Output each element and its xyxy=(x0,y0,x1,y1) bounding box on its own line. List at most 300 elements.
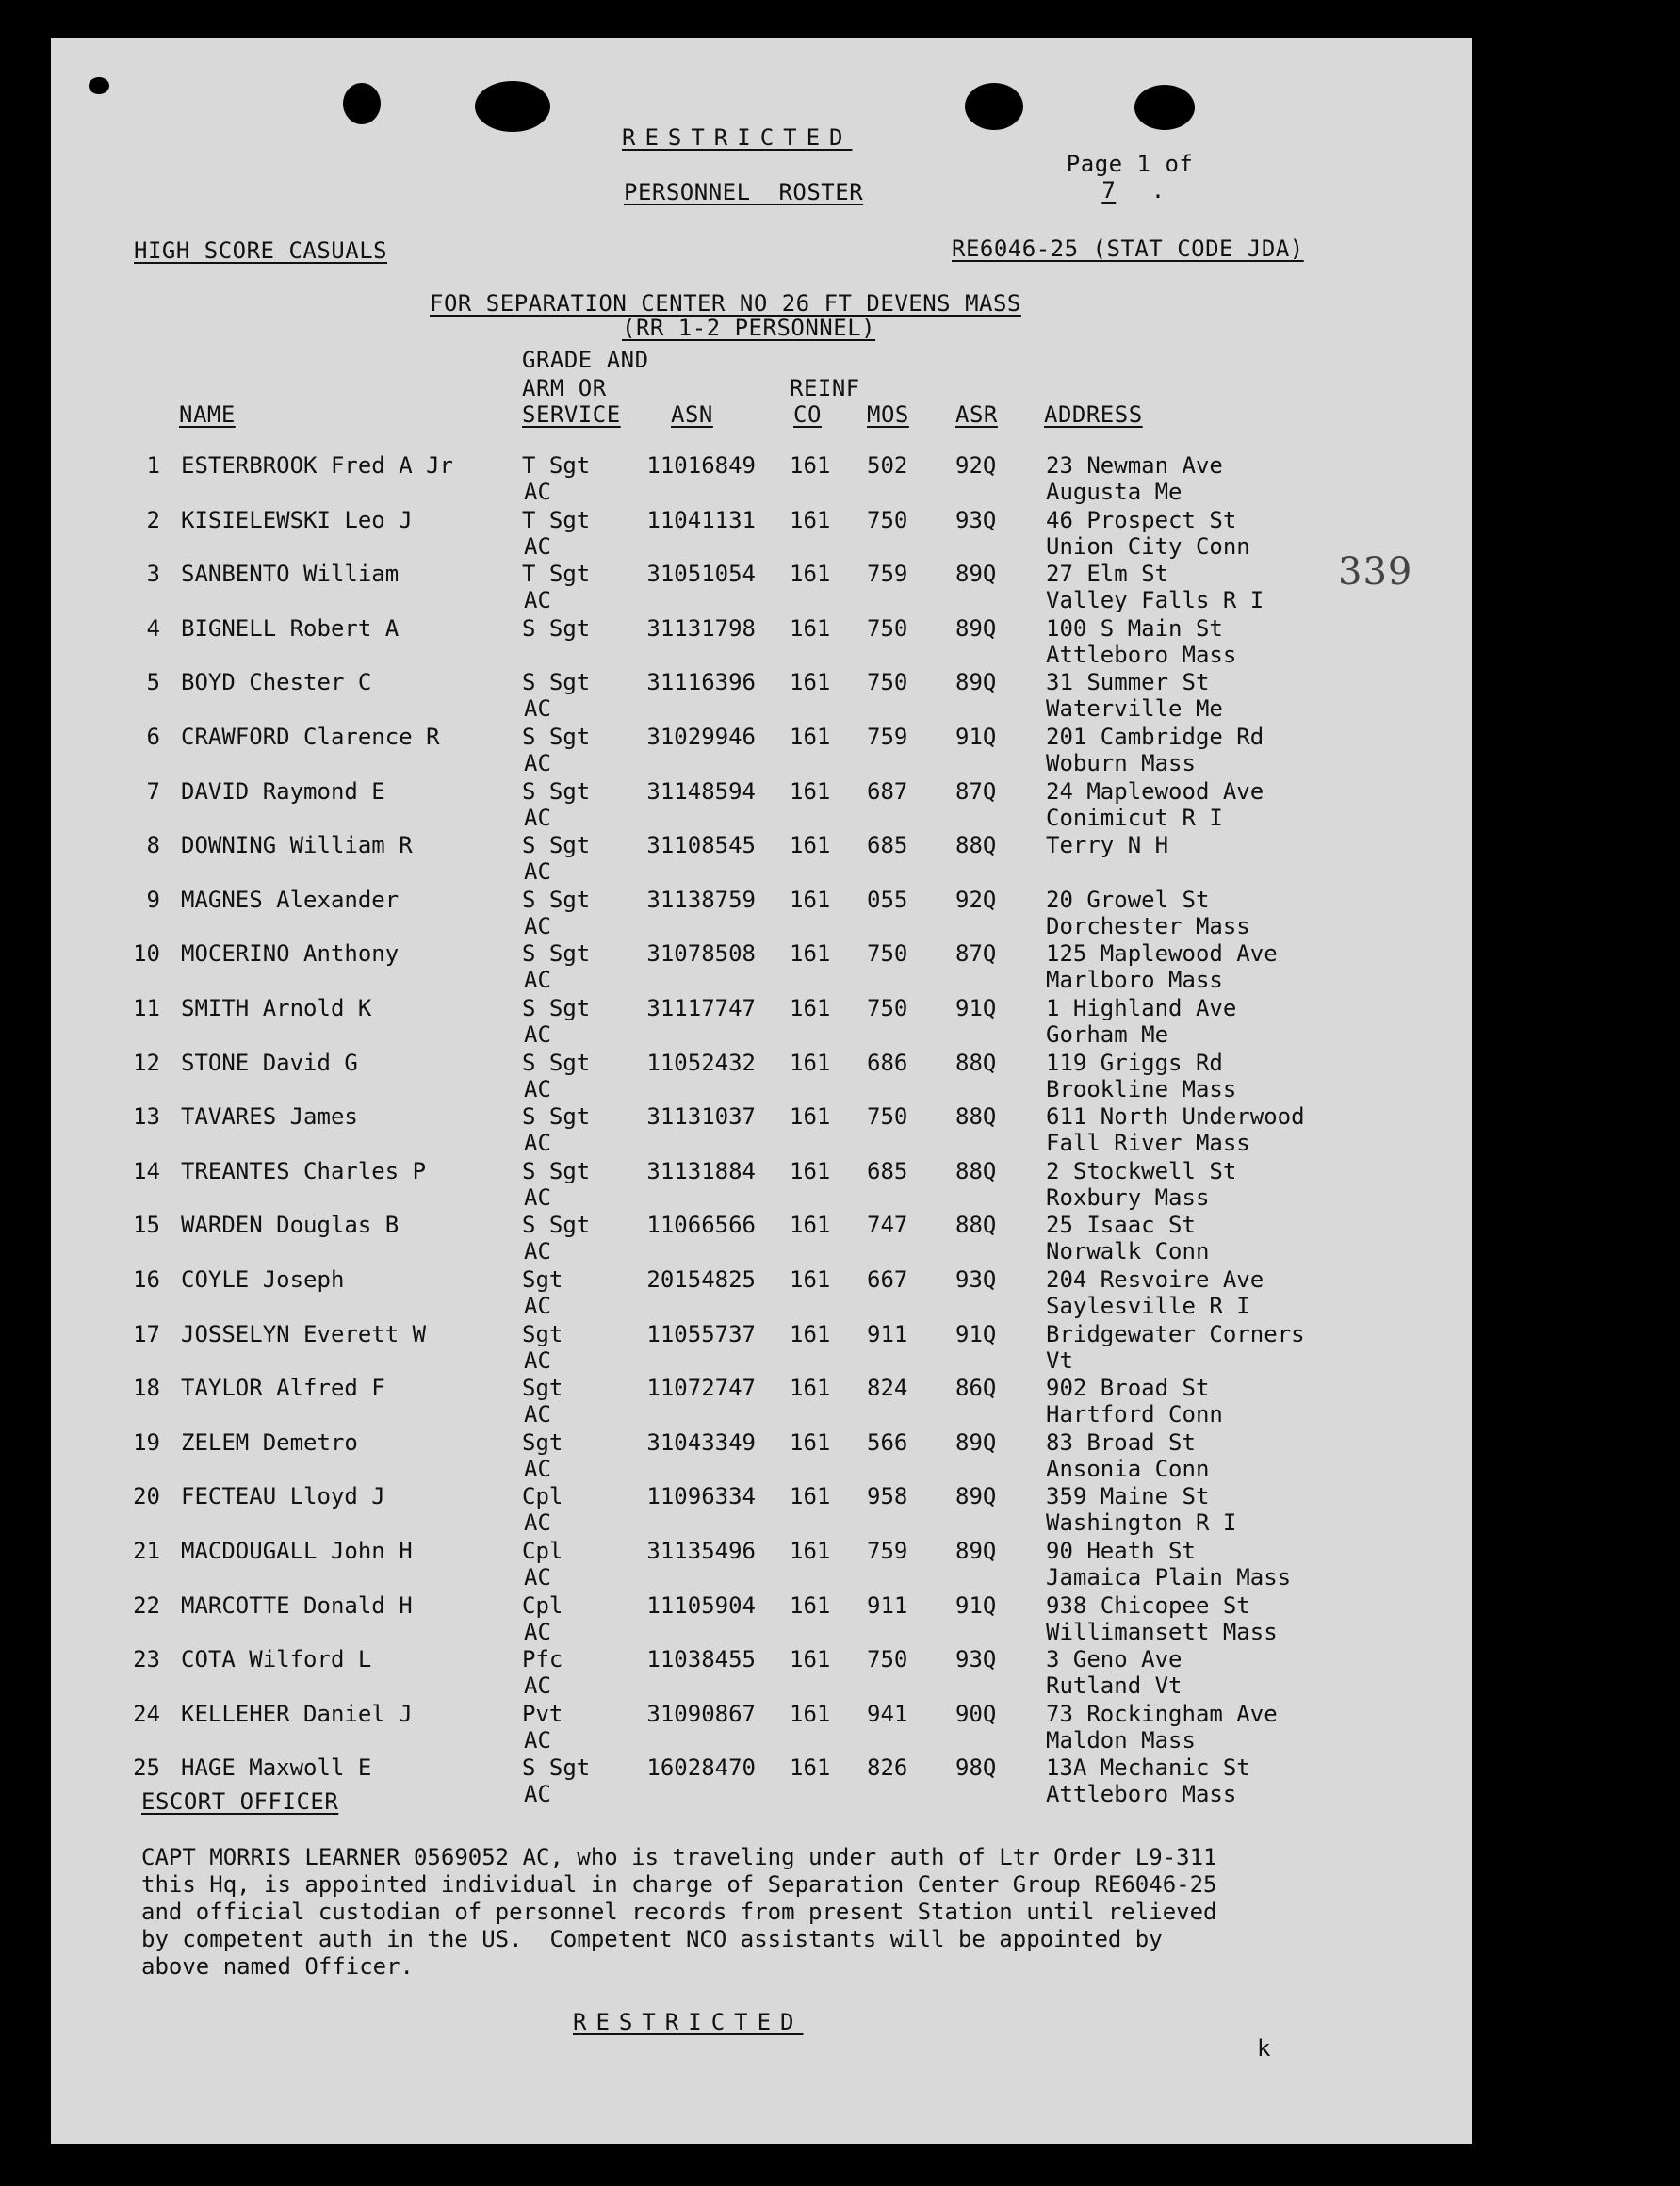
cell-grade: S Sgt xyxy=(522,832,591,859)
cell-name: HAGE Maxwoll E xyxy=(181,1754,372,1782)
restricted-header: RESTRICTED xyxy=(622,124,853,151)
cell-co: 161 xyxy=(790,995,831,1021)
cell-addr1: 46 Prospect St xyxy=(1046,506,1237,533)
cell-arm: AC xyxy=(524,1672,551,1700)
cell-addr2: Roxbury Mass xyxy=(1046,1183,1210,1211)
cell-asr: 88Q xyxy=(955,1212,997,1239)
cell-num: 1 xyxy=(146,452,160,479)
cell-num: 17 xyxy=(133,1320,160,1347)
cell-addr2: Brookline Mass xyxy=(1046,1075,1237,1102)
page-number xyxy=(1010,124,1193,230)
cell-addr2: Union City Conn xyxy=(1046,532,1250,560)
typist-initial: k xyxy=(1257,2035,1271,2062)
table-row xyxy=(51,1103,1472,1156)
cell-asn: 31131884 xyxy=(646,1157,756,1184)
cell-addr1: 204 Resvoire Ave xyxy=(1046,1266,1264,1293)
cell-name: DAVID Raymond E xyxy=(181,777,385,805)
table-row xyxy=(51,1592,1472,1645)
cell-asr: 91Q xyxy=(955,1320,997,1347)
cell-arm: AC xyxy=(524,1455,551,1482)
escort-paragraph: CAPT MORRIS LEARNER 0569052 AC, who is traveling under auth of Ltr Order L9-311 this Hq, is appointed individual in charge of Separation Center Group RE6046-25 and official custodian of personnel records from present Station until relieved by competent auth in the US. Competent NCO assistants will be appointed by above named Officer. xyxy=(141,1844,1217,1980)
cell-num: 15 xyxy=(133,1212,160,1239)
cell-asr: 88Q xyxy=(955,832,997,859)
cell-asn: 11066566 xyxy=(646,1212,756,1239)
cell-asr: 93Q xyxy=(955,1266,997,1293)
punch-hole xyxy=(89,77,109,94)
cell-asn: 11016849 xyxy=(646,452,756,479)
table-row xyxy=(51,507,1472,560)
cell-name: MACDOUGALL John H xyxy=(181,1538,413,1564)
cell-asn: 16028470 xyxy=(646,1754,756,1782)
cell-asn: 31148594 xyxy=(646,777,756,805)
cell-addr1: 24 Maplewood Ave xyxy=(1046,777,1264,805)
cell-num: 13 xyxy=(133,1103,160,1131)
cell-asr: 86Q xyxy=(955,1375,997,1402)
cell-arm: AC xyxy=(524,695,551,723)
cell-arm: AC xyxy=(524,1509,551,1537)
cell-grade: S Sgt xyxy=(522,1103,591,1131)
cell-co: 161 xyxy=(790,1049,831,1076)
cell-addr1: 27 Elm St xyxy=(1046,561,1169,588)
cell-asn: 31108545 xyxy=(646,832,756,859)
group-code: RE6046-25 (STAT CODE JDA) xyxy=(952,236,1304,262)
cell-grade: S Sgt xyxy=(522,886,591,913)
cell-name: ZELEM Demetro xyxy=(181,1428,358,1456)
cell-grade: S Sgt xyxy=(522,614,591,642)
cell-asn: 31090867 xyxy=(646,1700,756,1727)
cell-co: 161 xyxy=(790,1157,831,1184)
col-asr: ASR xyxy=(955,401,998,428)
cell-addr1: Terry N H xyxy=(1046,832,1169,859)
cell-co: 161 xyxy=(790,724,831,750)
cell-asn: 11105904 xyxy=(646,1591,756,1619)
table-row xyxy=(51,1646,1472,1699)
cell-addr2: Waterville Me xyxy=(1046,695,1223,723)
cell-addr2: Dorchester Mass xyxy=(1046,912,1250,939)
cell-arm: AC xyxy=(524,1401,551,1428)
col-reinf-l1: REINF xyxy=(790,375,860,401)
cell-num: 5 xyxy=(146,669,160,696)
cell-co: 161 xyxy=(790,561,831,588)
punch-hole xyxy=(343,83,381,124)
cell-asr: 89Q xyxy=(955,561,997,588)
cell-num: 9 xyxy=(146,886,160,913)
cell-arm: AC xyxy=(524,1564,551,1591)
page-end: . xyxy=(1150,177,1166,204)
personnel-sub: (RR 1-2 PERSONNEL) xyxy=(622,315,876,341)
table-row xyxy=(51,561,1472,613)
cell-grade: S Sgt xyxy=(522,995,591,1021)
cell-addr2: Maldon Mass xyxy=(1046,1726,1196,1754)
cell-addr1: 31 Summer St xyxy=(1046,669,1210,696)
punch-hole xyxy=(1134,85,1195,130)
cell-addr2: Attleboro Mass xyxy=(1046,641,1237,668)
cell-name: COYLE Joseph xyxy=(181,1266,345,1293)
cell-addr1: 25 Isaac St xyxy=(1046,1212,1196,1239)
cell-asn: 11052432 xyxy=(646,1049,756,1076)
cell-co: 161 xyxy=(790,669,831,696)
cell-mos: 826 xyxy=(867,1754,908,1782)
cell-addr2: Rutland Vt xyxy=(1046,1672,1183,1700)
col-name: NAME xyxy=(179,401,236,428)
cell-co: 161 xyxy=(790,506,831,533)
cell-mos: 750 xyxy=(867,1646,908,1673)
cell-addr2: Valley Falls R I xyxy=(1046,587,1264,614)
cell-grade: Sgt xyxy=(522,1320,563,1347)
cell-arm: AC xyxy=(524,1726,551,1754)
cell-grade: Sgt xyxy=(522,1266,563,1293)
cell-addr1: 83 Broad St xyxy=(1046,1428,1196,1456)
cell-asn: 31131798 xyxy=(646,614,756,642)
table-row xyxy=(51,1321,1472,1374)
col-reinf-l2: CO xyxy=(793,401,822,428)
cell-arm: AC xyxy=(524,967,551,994)
cell-arm: AC xyxy=(524,804,551,831)
cell-addr2: Norwalk Conn xyxy=(1046,1238,1210,1265)
cell-asr: 92Q xyxy=(955,452,997,479)
cell-asr: 89Q xyxy=(955,1538,997,1564)
cell-asn: 11055737 xyxy=(646,1320,756,1347)
destination: FOR SEPARATION CENTER NO 26 FT DEVENS MASS xyxy=(430,290,1021,317)
cell-num: 23 xyxy=(133,1646,160,1673)
cell-addr2: Saylesville R I xyxy=(1046,1293,1250,1319)
cell-grade: Pfc xyxy=(522,1646,563,1673)
table-row xyxy=(51,778,1472,831)
cell-mos: 686 xyxy=(867,1049,908,1076)
cell-addr1: 359 Maine St xyxy=(1046,1483,1210,1510)
cell-arm: AC xyxy=(524,1618,551,1645)
cell-grade: S Sgt xyxy=(522,669,591,696)
cell-grade: S Sgt xyxy=(522,940,591,968)
table-row xyxy=(51,452,1472,505)
cell-asr: 88Q xyxy=(955,1103,997,1131)
table-row xyxy=(51,1429,1472,1482)
cell-asn: 31043349 xyxy=(646,1428,756,1456)
table-row xyxy=(51,669,1472,722)
cell-co: 161 xyxy=(790,1375,831,1402)
cell-arm: AC xyxy=(524,1238,551,1265)
cell-addr2: Willimansett Mass xyxy=(1046,1618,1278,1645)
table-row xyxy=(51,1266,1472,1319)
cell-mos: 759 xyxy=(867,724,908,750)
cell-mos: 750 xyxy=(867,995,908,1021)
cell-addr2: Augusta Me xyxy=(1046,479,1183,505)
table-row xyxy=(51,724,1472,776)
cell-arm: AC xyxy=(524,858,551,886)
cell-name: MOCERINO Anthony xyxy=(181,940,400,968)
cell-arm: AC xyxy=(524,1781,551,1808)
cell-addr2: Hartford Conn xyxy=(1046,1401,1223,1428)
col-grade-l1: GRADE AND xyxy=(522,347,649,373)
table-row xyxy=(51,1538,1472,1591)
cell-asn: 31135496 xyxy=(646,1538,756,1564)
cell-grade: S Sgt xyxy=(522,1754,591,1782)
cell-addr1: 3 Geno Ave xyxy=(1046,1646,1183,1673)
cell-co: 161 xyxy=(790,1103,831,1131)
cell-name: TAVARES James xyxy=(181,1103,358,1131)
cell-arm: AC xyxy=(524,912,551,939)
cell-co: 161 xyxy=(790,452,831,479)
cell-num: 3 xyxy=(146,561,160,588)
cell-asn: 11072747 xyxy=(646,1375,756,1402)
cell-co: 161 xyxy=(790,1700,831,1727)
cell-co: 161 xyxy=(790,1538,831,1564)
table-row xyxy=(51,995,1472,1048)
cell-arm: AC xyxy=(524,532,551,560)
cell-mos: 055 xyxy=(867,886,908,913)
cell-grade: S Sgt xyxy=(522,1157,591,1184)
cell-name: KELLEHER Daniel J xyxy=(181,1700,413,1727)
cell-name: DOWNING William R xyxy=(181,832,413,859)
cell-asr: 91Q xyxy=(955,995,997,1021)
cell-asn: 20154825 xyxy=(646,1266,756,1293)
cell-num: 16 xyxy=(133,1266,160,1293)
cell-mos: 750 xyxy=(867,614,908,642)
cell-grade: Cpl xyxy=(522,1483,563,1510)
cell-addr1: 2 Stockwell St xyxy=(1046,1157,1237,1184)
cell-addr2: Attleboro Mass xyxy=(1046,1781,1237,1808)
table-row xyxy=(51,615,1472,668)
cell-mos: 502 xyxy=(867,452,908,479)
cell-asn: 11096334 xyxy=(646,1483,756,1510)
table-row xyxy=(51,1050,1472,1102)
cell-mos: 566 xyxy=(867,1428,908,1456)
cell-asr: 91Q xyxy=(955,724,997,750)
cell-name: MARCOTTE Donald H xyxy=(181,1591,413,1619)
cell-grade: T Sgt xyxy=(522,506,591,533)
cell-mos: 685 xyxy=(867,1157,908,1184)
cell-addr2: Jamaica Plain Mass xyxy=(1046,1564,1292,1591)
col-grade-l3: SERVICE xyxy=(522,401,621,428)
cell-grade: T Sgt xyxy=(522,452,591,479)
cell-grade: S Sgt xyxy=(522,777,591,805)
cell-asn: 31078508 xyxy=(646,940,756,968)
punch-hole xyxy=(965,83,1023,130)
cell-addr1: 100 S Main St xyxy=(1046,614,1223,642)
col-grade-l2: ARM OR xyxy=(522,375,607,401)
cell-num: 2 xyxy=(146,506,160,533)
escort-officer-label: ESCORT OFFICER xyxy=(141,1788,339,1815)
cell-mos: 747 xyxy=(867,1212,908,1239)
cell-mos: 941 xyxy=(867,1700,908,1727)
cell-grade: Pvt xyxy=(522,1700,563,1727)
cell-mos: 824 xyxy=(867,1375,908,1402)
cell-asn: 31029946 xyxy=(646,724,756,750)
cell-asr: 89Q xyxy=(955,669,997,696)
cell-addr2: Fall River Mass xyxy=(1046,1130,1250,1157)
table-row xyxy=(51,887,1472,939)
cell-num: 25 xyxy=(133,1754,160,1782)
cell-arm: AC xyxy=(524,479,551,505)
cell-grade: Cpl xyxy=(522,1538,563,1564)
cell-co: 161 xyxy=(790,1591,831,1619)
cell-asr: 89Q xyxy=(955,1483,997,1510)
cell-num: 24 xyxy=(133,1700,160,1727)
cell-addr2: Marlboro Mass xyxy=(1046,967,1223,994)
table-row xyxy=(51,1158,1472,1211)
cell-arm: AC xyxy=(524,1130,551,1157)
cell-mos: 750 xyxy=(867,940,908,968)
cell-name: SMITH Arnold K xyxy=(181,995,372,1021)
cell-name: BIGNELL Robert A xyxy=(181,614,400,642)
cell-num: 11 xyxy=(133,995,160,1021)
cell-mos: 958 xyxy=(867,1483,908,1510)
cell-addr1: 20 Growel St xyxy=(1046,886,1210,913)
cell-co: 161 xyxy=(790,1266,831,1293)
cell-arm: AC xyxy=(524,1183,551,1211)
cell-mos: 759 xyxy=(867,561,908,588)
cell-asr: 90Q xyxy=(955,1700,997,1727)
cell-name: SANBENTO William xyxy=(181,561,400,588)
cell-num: 18 xyxy=(133,1375,160,1402)
table-row xyxy=(51,1483,1472,1536)
col-address: ADDRESS xyxy=(1044,401,1143,428)
cell-name: ESTERBROOK Fred A Jr xyxy=(181,452,453,479)
table-row xyxy=(51,1701,1472,1754)
cell-asr: 92Q xyxy=(955,886,997,913)
cell-addr1: 902 Broad St xyxy=(1046,1375,1210,1402)
cell-addr1: 125 Maplewood Ave xyxy=(1046,940,1278,968)
cell-asr: 98Q xyxy=(955,1754,997,1782)
cell-asr: 87Q xyxy=(955,777,997,805)
cell-asr: 87Q xyxy=(955,940,997,968)
cell-addr1: 23 Newman Ave xyxy=(1046,452,1223,479)
group-name: HIGH SCORE CASUALS xyxy=(134,237,388,264)
cell-num: 7 xyxy=(146,777,160,805)
cell-asr: 93Q xyxy=(955,506,997,533)
cell-addr2: Woburn Mass xyxy=(1046,750,1196,776)
cell-mos: 667 xyxy=(867,1266,908,1293)
cell-name: COTA Wilford L xyxy=(181,1646,372,1673)
cell-name: TREANTES Charles P xyxy=(181,1157,427,1184)
cell-grade: Sgt xyxy=(522,1428,563,1456)
cell-asn: 31051054 xyxy=(646,561,756,588)
cell-addr1: 119 Griggs Rd xyxy=(1046,1049,1223,1076)
cell-grade: T Sgt xyxy=(522,561,591,588)
cell-asn: 11041131 xyxy=(646,506,756,533)
table-row xyxy=(51,832,1472,885)
cell-addr1: 73 Rockingham Ave xyxy=(1046,1700,1278,1727)
cell-name: MAGNES Alexander xyxy=(181,886,400,913)
cell-num: 20 xyxy=(133,1483,160,1510)
cell-mos: 685 xyxy=(867,832,908,859)
table-row xyxy=(51,940,1472,993)
cell-name: BOYD Chester C xyxy=(181,669,372,696)
cell-num: 8 xyxy=(146,832,160,859)
cell-co: 161 xyxy=(790,1483,831,1510)
roster-page xyxy=(51,38,1472,2144)
cell-asn: 11038455 xyxy=(646,1646,756,1673)
cell-mos: 750 xyxy=(867,669,908,696)
cell-arm: AC xyxy=(524,1346,551,1374)
cell-co: 161 xyxy=(790,1754,831,1782)
table-row xyxy=(51,1212,1472,1264)
cell-arm: AC xyxy=(524,587,551,614)
cell-grade: Cpl xyxy=(522,1591,563,1619)
cell-num: 19 xyxy=(133,1428,160,1456)
cell-num: 14 xyxy=(133,1157,160,1184)
stamp-number: 339 xyxy=(1338,550,1413,594)
cell-name: TAYLOR Alfred F xyxy=(181,1375,385,1402)
cell-mos: 750 xyxy=(867,506,908,533)
cell-name: STONE David G xyxy=(181,1049,358,1076)
cell-co: 161 xyxy=(790,614,831,642)
page-total: 7 xyxy=(1101,177,1117,204)
cell-asr: 93Q xyxy=(955,1646,997,1673)
cell-asn: 31138759 xyxy=(646,886,756,913)
cell-addr1: 611 North Underwood xyxy=(1046,1103,1305,1131)
cell-co: 161 xyxy=(790,1646,831,1673)
cell-arm: AC xyxy=(524,1075,551,1102)
cell-mos: 750 xyxy=(867,1103,908,1131)
cell-asr: 89Q xyxy=(955,614,997,642)
cell-addr1: 90 Heath St xyxy=(1046,1538,1196,1564)
cell-grade: S Sgt xyxy=(522,724,591,750)
cell-asn: 31131037 xyxy=(646,1103,756,1131)
cell-grade: Sgt xyxy=(522,1375,563,1402)
cell-num: 21 xyxy=(133,1538,160,1564)
cell-asn: 31117747 xyxy=(646,995,756,1021)
cell-addr2: Gorham Me xyxy=(1046,1021,1169,1048)
cell-name: JOSSELYN Everett W xyxy=(181,1320,427,1347)
cell-co: 161 xyxy=(790,940,831,968)
cell-name: CRAWFORD Clarence R xyxy=(181,724,440,750)
cell-co: 161 xyxy=(790,1212,831,1239)
cell-addr1: 938 Chicopee St xyxy=(1046,1591,1250,1619)
cell-arm: AC xyxy=(524,1021,551,1048)
cell-mos: 911 xyxy=(867,1591,908,1619)
cell-asr: 91Q xyxy=(955,1591,997,1619)
table-row xyxy=(51,1375,1472,1427)
cell-co: 161 xyxy=(790,777,831,805)
cell-arm: AC xyxy=(524,1293,551,1319)
col-asn: ASN xyxy=(671,401,713,428)
cell-num: 22 xyxy=(133,1591,160,1619)
cell-asn: 31116396 xyxy=(646,669,756,696)
cell-addr2: Washington R I xyxy=(1046,1509,1237,1537)
cell-name: WARDEN Douglas B xyxy=(181,1212,400,1239)
cell-mos: 759 xyxy=(867,1538,908,1564)
cell-mos: 687 xyxy=(867,777,908,805)
cell-mos: 911 xyxy=(867,1320,908,1347)
cell-co: 161 xyxy=(790,832,831,859)
cell-arm: AC xyxy=(524,750,551,776)
restricted-footer: RESTRICTED xyxy=(573,2009,804,2035)
cell-name: FECTEAU Lloyd J xyxy=(181,1483,385,1510)
cell-addr2: Conimicut R I xyxy=(1046,804,1223,831)
cell-num: 4 xyxy=(146,614,160,642)
cell-asr: 89Q xyxy=(955,1428,997,1456)
cell-co: 161 xyxy=(790,886,831,913)
cell-num: 10 xyxy=(133,940,160,968)
cell-addr2: Ansonia Conn xyxy=(1046,1455,1210,1482)
col-mos: MOS xyxy=(867,401,909,428)
cell-addr2: Vt xyxy=(1046,1346,1073,1374)
cell-grade: S Sgt xyxy=(522,1212,591,1239)
cell-asr: 88Q xyxy=(955,1049,997,1076)
cell-name: KISIELEWSKI Leo J xyxy=(181,506,413,533)
cell-asr: 88Q xyxy=(955,1157,997,1184)
cell-addr1: 1 Highland Ave xyxy=(1046,995,1237,1021)
cell-addr1: Bridgewater Corners xyxy=(1046,1320,1305,1347)
cell-num: 6 xyxy=(146,724,160,750)
cell-grade: S Sgt xyxy=(522,1049,591,1076)
page-label: Page 1 of xyxy=(1066,151,1194,177)
cell-co: 161 xyxy=(790,1320,831,1347)
cell-num: 12 xyxy=(133,1049,160,1076)
cell-addr1: 13A Mechanic St xyxy=(1046,1754,1250,1782)
punch-hole xyxy=(475,81,550,132)
